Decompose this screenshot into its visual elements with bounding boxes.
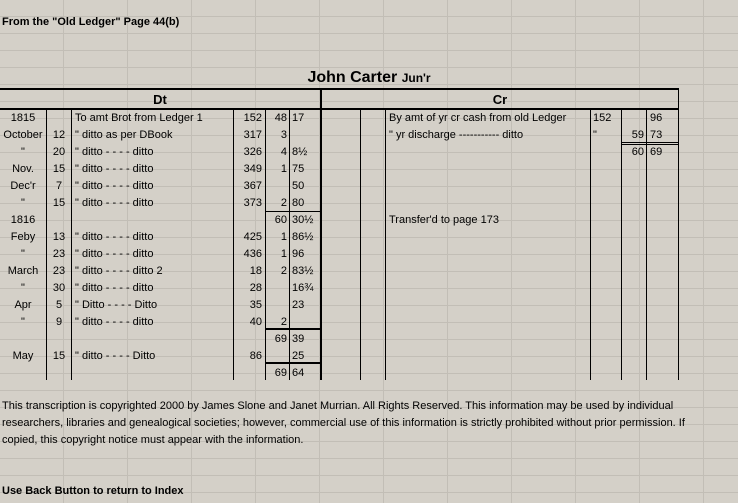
copyright-notice: This transcription is copyrighted 2000 by James Slone and Janet Murrian. All Rights Reserved. This information may be used by individual researchers, libraries and genealogical societies; however, commercial use of this information is strictly prohibited without prior permission. If copied, this copyright notice must appear with the information. (2, 400, 685, 446)
credit-pounds: 60 (631, 146, 644, 158)
entry-date: October (3, 129, 43, 141)
credit-page: 152 (593, 112, 612, 124)
entry-pence: 50 (292, 180, 305, 192)
credit-pence (650, 195, 678, 211)
entry-date: " (21, 248, 25, 260)
entry-day: 5 (55, 299, 63, 311)
entry-description: " ditto - - - - ditto 2 (75, 265, 163, 277)
entry-pence: 80 (292, 197, 305, 209)
entry-date: Dec'r (10, 180, 36, 192)
entry-pence: 83½ (292, 265, 314, 277)
credit-description (389, 178, 589, 194)
entry-page: 436 (243, 248, 262, 260)
entry-day: 20 (52, 146, 66, 158)
entry-page (234, 365, 262, 381)
entry-pence: 96 (292, 248, 305, 260)
entry-page: 28 (249, 282, 262, 294)
debit-credit-divider (320, 88, 322, 380)
entry-page (234, 212, 262, 228)
entry-description: " Ditto - - - - Ditto (75, 299, 158, 311)
entry-description: " ditto - - - - ditto (75, 248, 154, 260)
col-rule (71, 110, 72, 380)
credit-description: Transfer'd to page 173 (389, 214, 499, 226)
credit-pounds (622, 195, 644, 211)
entry-pounds (266, 348, 287, 364)
col-rule (360, 110, 361, 380)
credit-pence: 69 (650, 146, 663, 158)
credit-description: " yr discharge ----------- ditto (389, 129, 524, 141)
entry-pounds: 2 (280, 197, 287, 209)
credit-pence: 73 (650, 129, 663, 141)
credit-pence: 96 (650, 112, 663, 124)
entry-description: " ditto - - - - Ditto (75, 350, 156, 362)
entry-date: " (21, 282, 25, 294)
entry-date: March (7, 265, 39, 277)
entry-page: 152 (243, 112, 262, 124)
entry-pence: 30½ (292, 214, 314, 226)
credit-description: By amt of yr cr cash from old Ledger (389, 112, 567, 124)
entry-page: 40 (249, 316, 262, 328)
header-top-rule (0, 88, 679, 90)
entry-pounds: 48 (274, 112, 287, 124)
entry-pounds: 1 (280, 163, 287, 175)
entry-date: May (12, 350, 34, 362)
entry-pence: 86½ (292, 231, 314, 243)
entry-pounds (266, 178, 287, 194)
entry-pounds (266, 297, 287, 313)
credit-page (593, 144, 620, 160)
entry-pounds: 3 (280, 129, 287, 141)
credit-pounds (622, 161, 644, 177)
entry-pounds: 69 (274, 333, 287, 345)
entry-day (47, 110, 71, 126)
entry-pounds: 1 (280, 231, 287, 243)
entry-day (47, 365, 71, 381)
credit-header: Cr (492, 92, 508, 107)
credit-page (593, 161, 620, 177)
account-name-suffix: Jun'r (401, 71, 431, 85)
entry-description: " ditto - - - - ditto (75, 163, 154, 175)
credit-description (389, 195, 589, 211)
credit-pounds (622, 110, 644, 126)
entry-page: 317 (243, 129, 262, 141)
entry-description (75, 365, 231, 381)
entry-day: 15 (52, 163, 66, 175)
col-rule (678, 90, 679, 380)
entry-page: 367 (243, 180, 262, 192)
entry-day: 9 (55, 316, 63, 328)
entry-page: 35 (249, 299, 262, 311)
col-rule (590, 110, 591, 380)
entry-page: 18 (249, 265, 262, 277)
entry-day: 15 (52, 350, 66, 362)
entry-pence: 39 (292, 333, 305, 345)
credit-description (389, 144, 589, 160)
entry-date: " (21, 146, 25, 158)
entry-pence: 75 (292, 163, 305, 175)
entry-pence: 25 (292, 350, 305, 362)
entry-day (47, 212, 71, 228)
entry-pounds: 2 (280, 316, 287, 328)
credit-page (593, 195, 620, 211)
credit-page (593, 212, 620, 228)
entry-description: " ditto - - - - ditto (75, 146, 154, 158)
entry-description: " ditto - - - - ditto (75, 316, 154, 328)
entry-date: " (21, 316, 25, 328)
col-rule (646, 110, 647, 380)
entry-pounds (266, 280, 287, 296)
entry-date: 1816 (10, 214, 36, 226)
entry-pence: 16¾ (292, 282, 314, 294)
entry-day: 13 (52, 231, 66, 243)
entry-day: 7 (55, 180, 63, 192)
entry-description: " ditto as per DBook (75, 129, 173, 141)
credit-page (593, 178, 620, 194)
entry-description: " ditto - - - - ditto (75, 282, 154, 294)
entry-day: 15 (52, 197, 66, 209)
entry-page (234, 331, 262, 347)
entry-day: 23 (52, 248, 66, 260)
entry-page: 86 (249, 350, 262, 362)
credit-pence (650, 161, 678, 177)
entry-date: " (21, 197, 25, 209)
entry-pence: 64 (292, 367, 305, 379)
entry-description (75, 212, 231, 228)
entry-date: 1815 (10, 112, 36, 124)
account-name: John Carter (307, 69, 398, 86)
entry-pounds: 69 (274, 367, 287, 379)
back-instruction: Use Back Button to return to Index (2, 485, 184, 497)
entry-description: " ditto - - - - ditto (75, 180, 154, 192)
entry-pence (292, 127, 320, 143)
credit-pounds: 59 (631, 129, 644, 141)
entry-day: 30 (52, 282, 66, 294)
entry-day: 23 (52, 265, 66, 277)
credit-page: " (593, 129, 597, 141)
entry-pence: 17 (292, 112, 305, 124)
entry-pounds: 2 (280, 265, 287, 277)
entry-date: Feby (10, 231, 36, 243)
entry-date: Nov. (12, 163, 34, 175)
entry-page: 425 (243, 231, 262, 243)
entry-description: " ditto - - - - ditto (75, 197, 154, 209)
entry-description (75, 331, 231, 347)
entry-day (47, 331, 71, 347)
credit-description (389, 161, 589, 177)
entry-date: Apr (14, 299, 32, 311)
ledger-title (0, 69, 738, 87)
credit-pounds (622, 212, 644, 228)
entry-pence: 23 (292, 299, 305, 311)
entry-page: 373 (243, 197, 262, 209)
entry-page: 326 (243, 146, 262, 158)
entry-day: 12 (52, 129, 66, 141)
entry-pounds: 1 (280, 248, 287, 260)
entry-pounds: 60 (274, 214, 287, 226)
entry-pence (292, 314, 320, 330)
entry-date (0, 365, 46, 381)
credit-pence (650, 178, 678, 194)
col-rule (289, 110, 290, 380)
entry-pounds: 4 (280, 146, 287, 158)
entry-description: To amt Brot from Ledger 1 (75, 112, 203, 124)
entry-date (0, 331, 46, 347)
credit-pounds (622, 178, 644, 194)
entry-page: 349 (243, 163, 262, 175)
entry-description: " ditto - - - - ditto (75, 231, 154, 243)
source-note: From the "Old Ledger" Page 44(b) (2, 16, 180, 28)
col-rule (385, 110, 386, 380)
entry-pence: 8½ (292, 146, 308, 158)
credit-pence (650, 212, 678, 228)
debit-header: Dt (153, 92, 167, 107)
